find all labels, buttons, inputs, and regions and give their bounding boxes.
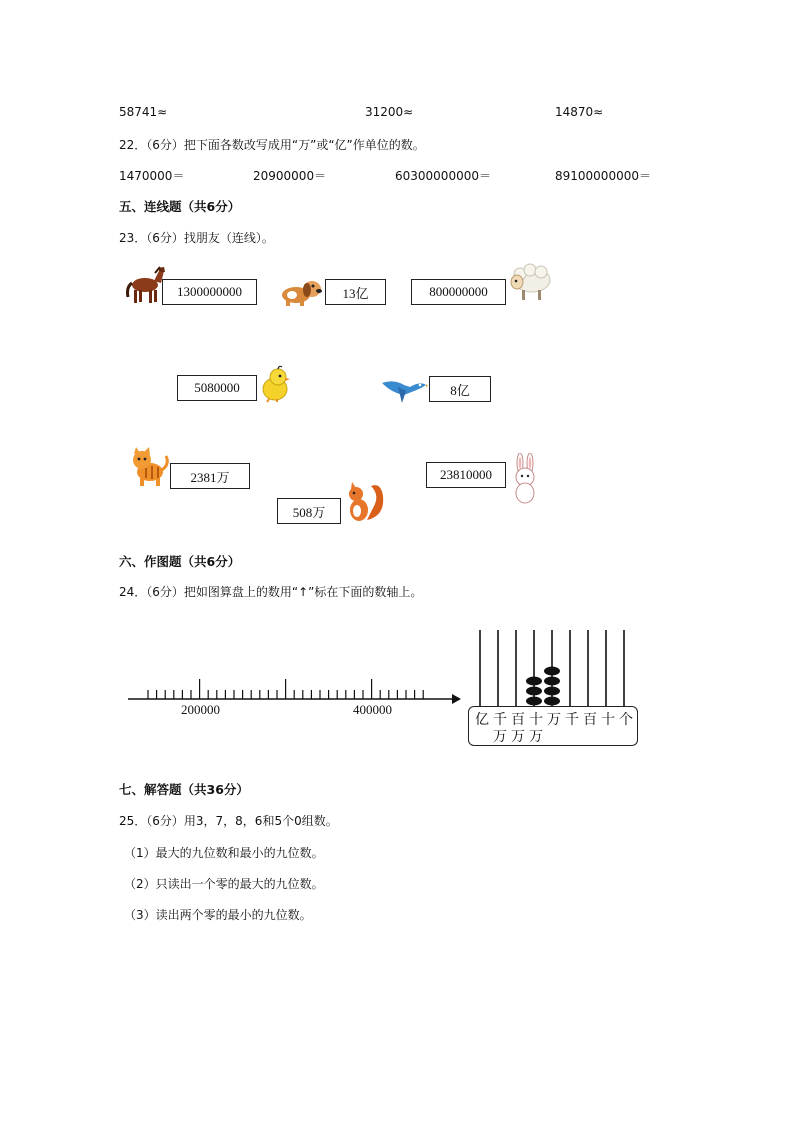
match-box-4: 5080000: [177, 375, 257, 401]
q25-text: 25．（6分）用3，7，8，6和5个0组数。: [119, 814, 338, 828]
q22-item-4: 89100000000＝: [555, 169, 651, 183]
rabbit-icon: [508, 453, 542, 505]
match-box-1: 1300000000: [162, 279, 257, 305]
match-box-5: 8亿: [429, 376, 491, 402]
q25-sub-2: （2）只读出一个零的最大的九位数。: [124, 877, 324, 891]
abacus-place-suffix: [474, 726, 544, 746]
dog-icon: [276, 275, 324, 307]
abacus-bead: [544, 677, 560, 686]
match-box-7: 23810000: [426, 462, 506, 488]
section-seven-heading: 七、解答题（共36分）: [119, 782, 249, 797]
place-suffix-1: 万: [493, 730, 507, 745]
bird-icon: [380, 373, 428, 405]
place-wan: 万: [547, 713, 561, 728]
place-shi: 十: [601, 713, 615, 728]
axis-label-400000: 400000: [353, 702, 392, 717]
abacus-bead: [544, 687, 560, 696]
sheep-icon: [508, 262, 554, 302]
q25-sub-3: （3）读出两个零的最小的九位数。: [124, 908, 312, 922]
match-box-8: 508万: [277, 498, 341, 524]
horse-icon: [124, 263, 166, 305]
place-suffix-0: [474, 726, 490, 746]
abacus-bead: [544, 667, 560, 676]
q24-text: 24．（6分）把如图算盘上的数用“↑”标在下面的数轴上。: [119, 585, 423, 599]
place-yi: 亿: [475, 713, 489, 728]
approx-item-3: 14870≈: [555, 105, 604, 119]
number-line: [124, 672, 464, 708]
chick-icon: [259, 365, 293, 403]
section-six-heading: 六、作图题（共6分）: [119, 554, 241, 569]
squirrel-icon: [343, 480, 385, 524]
section-five-heading: 五、连线题（共6分）: [119, 199, 241, 214]
cat-icon: [128, 446, 170, 488]
abacus-bead: [526, 687, 542, 696]
abacus-bead: [544, 697, 560, 706]
abacus-bead: [526, 697, 542, 706]
abacus-bead: [526, 677, 542, 686]
place-shi-wan-top: 十: [529, 713, 543, 728]
place-ge: 个: [619, 713, 633, 728]
q25-sub-1: （1）最大的九位数和最小的九位数。: [124, 846, 324, 860]
place-bai: 百: [583, 713, 597, 728]
approx-item-2: 31200≈: [365, 105, 414, 119]
q22-item-3: 60300000000＝: [395, 169, 491, 183]
abacus-rods: [470, 628, 635, 708]
approx-item-1: 58741≈: [119, 105, 168, 119]
place-suffix-3: 万: [529, 730, 543, 745]
axis-label-200000: 200000: [181, 702, 220, 717]
match-box-6: 2381万: [170, 463, 250, 489]
match-box-2: 13亿: [325, 279, 386, 305]
q22-item-2: 20900000＝: [253, 169, 327, 183]
place-qian: 千: [565, 713, 579, 728]
place-qian-wan-top: 千: [493, 713, 507, 728]
q22-text: 22．（6分）把下面各数改写成用“万”或“亿”作单位的数。: [119, 138, 425, 152]
match-box-3: 800000000: [411, 279, 506, 305]
q23-text: 23．（6分）找朋友（连线）。: [119, 231, 274, 245]
q22-item-1: 1470000＝: [119, 169, 185, 183]
place-suffix-2: 万: [511, 730, 525, 745]
place-bai-wan-top: 百: [511, 713, 525, 728]
